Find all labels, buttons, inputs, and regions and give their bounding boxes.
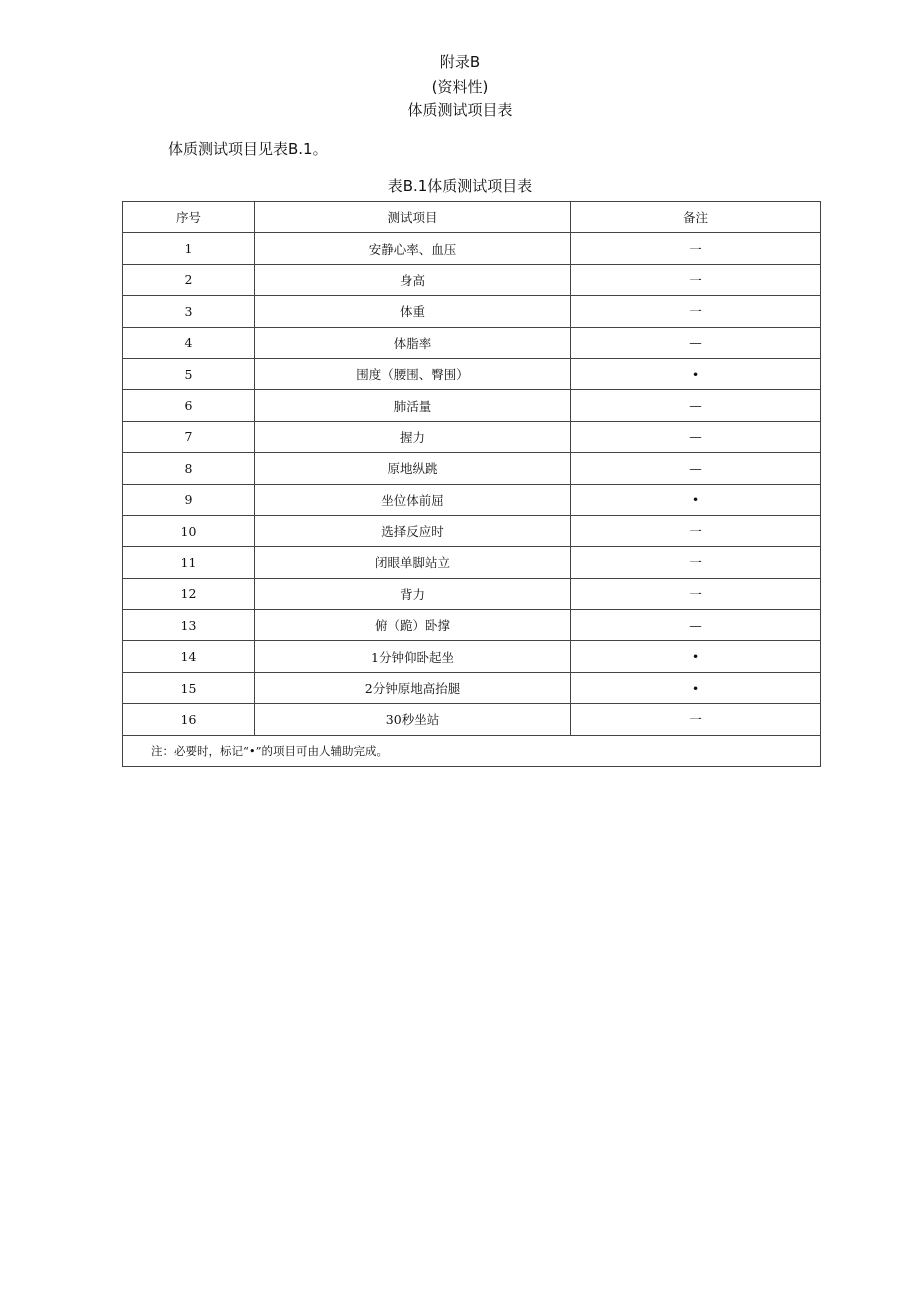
row-item: 选择反应时 xyxy=(255,515,571,546)
row-item: 身高 xyxy=(255,264,571,295)
row-index: 13 xyxy=(123,610,255,641)
row-item: 握力 xyxy=(255,421,571,452)
row-remark: — xyxy=(571,610,821,641)
table-row xyxy=(123,610,821,641)
row-item: 2分钟原地高抬腿 xyxy=(255,672,571,703)
row-remark: • xyxy=(571,641,821,672)
row-remark: — xyxy=(571,327,821,358)
row-index: 2 xyxy=(123,264,255,295)
table-row xyxy=(123,264,821,295)
row-remark: 一 xyxy=(571,515,821,546)
row-item: 1分钟仰卧起坐 xyxy=(255,641,571,672)
row-index: 6 xyxy=(123,390,255,421)
row-index: 10 xyxy=(123,515,255,546)
row-item: 俯（跪）卧撑 xyxy=(255,610,571,641)
row-item: 安静心率、血压 xyxy=(255,233,571,264)
row-item: 肺活量 xyxy=(255,390,571,421)
row-item: 背力 xyxy=(255,578,571,609)
row-remark: 一 xyxy=(571,264,821,295)
table-note: 注：必要时，标记“•”的项目可由人辅助完成。 xyxy=(123,735,821,766)
header-remark: 备注 xyxy=(571,202,821,233)
row-remark: • xyxy=(571,484,821,515)
row-index: 16 xyxy=(123,704,255,735)
table-row xyxy=(123,390,821,421)
row-index: 1 xyxy=(123,233,255,264)
appendix-title: 附录B xyxy=(439,53,481,71)
header-item: 测试项目 xyxy=(255,202,571,233)
row-remark: — xyxy=(571,390,821,421)
row-index: 3 xyxy=(123,296,255,327)
row-item: 体重 xyxy=(255,296,571,327)
row-remark: 一 xyxy=(571,578,821,609)
row-index: 12 xyxy=(123,578,255,609)
row-remark: 一 xyxy=(571,233,821,264)
table-row xyxy=(123,453,821,484)
table-note-row xyxy=(123,735,821,766)
table-row xyxy=(123,547,821,578)
table-body xyxy=(123,233,821,735)
row-index: 5 xyxy=(123,358,255,389)
row-index: 15 xyxy=(123,672,255,703)
table-row xyxy=(123,296,821,327)
table-row xyxy=(123,641,821,672)
row-index: 7 xyxy=(123,421,255,452)
row-remark: • xyxy=(571,672,821,703)
table-row xyxy=(123,578,821,609)
row-index: 4 xyxy=(123,327,255,358)
test-items-table xyxy=(122,201,821,767)
row-remark: 一 xyxy=(571,704,821,735)
table-row xyxy=(123,515,821,546)
table-caption: 表B.1体质测试项目表 xyxy=(387,177,533,195)
row-index: 8 xyxy=(123,453,255,484)
row-remark: — xyxy=(571,453,821,484)
row-item: 体脂率 xyxy=(255,327,571,358)
row-remark: • xyxy=(571,358,821,389)
row-index: 14 xyxy=(123,641,255,672)
table-row xyxy=(123,233,821,264)
table-row xyxy=(123,421,821,452)
table-row xyxy=(123,358,821,389)
intro-text: 体质测试项目见表B.1。 xyxy=(168,140,328,158)
row-item: 原地纵跳 xyxy=(255,453,571,484)
table-row xyxy=(123,484,821,515)
table-row xyxy=(123,704,821,735)
appendix-nature: (资料性) xyxy=(431,78,489,96)
row-index: 9 xyxy=(123,484,255,515)
row-item: 闭眼单脚站立 xyxy=(255,547,571,578)
row-item: 坐位体前屈 xyxy=(255,484,571,515)
table-header-row xyxy=(123,202,821,233)
row-index: 11 xyxy=(123,547,255,578)
row-item: 30秒坐站 xyxy=(255,704,571,735)
row-remark: — xyxy=(571,421,821,452)
table-row xyxy=(123,327,821,358)
appendix-subtitle: 体质测试项目表 xyxy=(407,101,513,119)
table-row xyxy=(123,672,821,703)
row-remark: 一 xyxy=(571,547,821,578)
row-remark: 一 xyxy=(571,296,821,327)
row-item: 围度（腰围、臀围） xyxy=(255,358,571,389)
header-index: 序号 xyxy=(123,202,255,233)
